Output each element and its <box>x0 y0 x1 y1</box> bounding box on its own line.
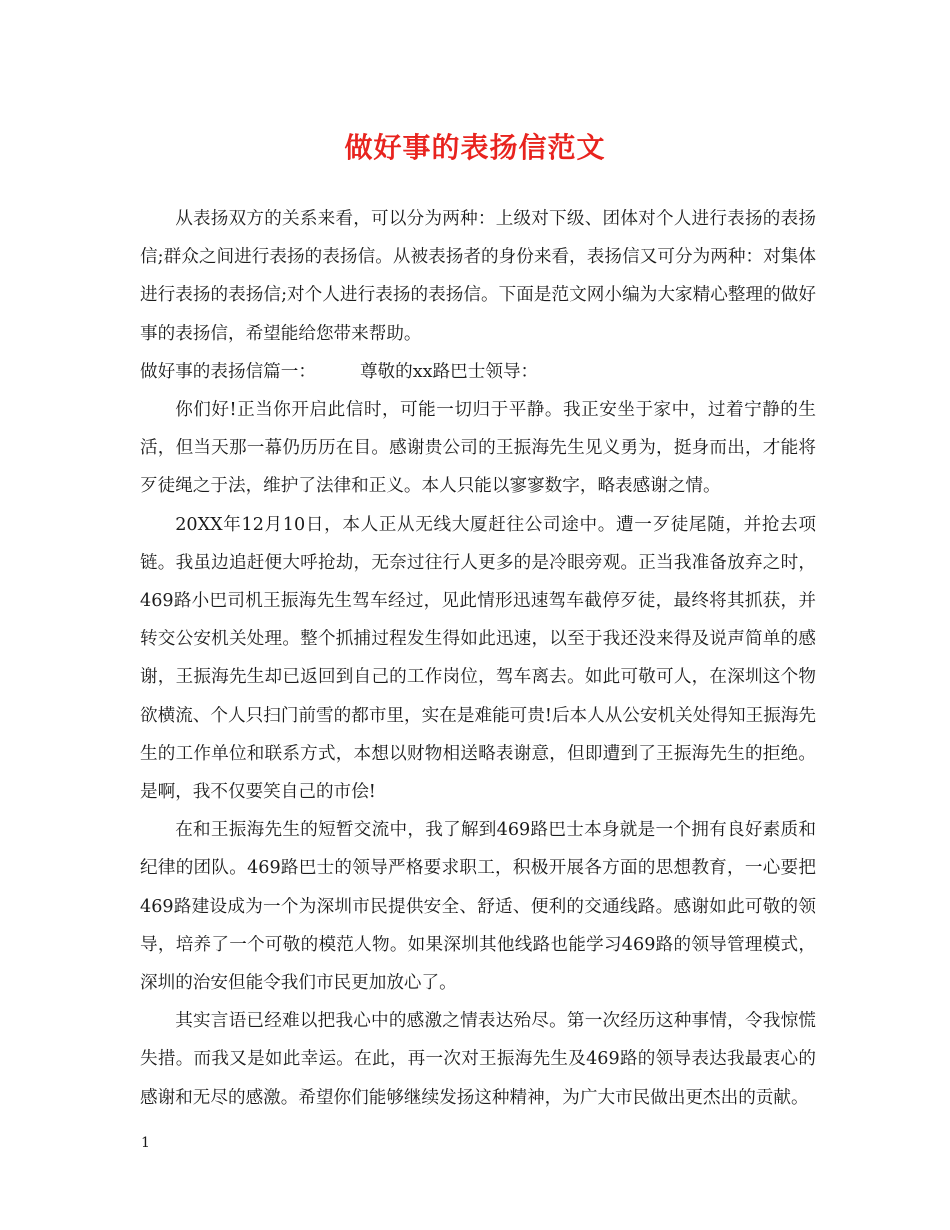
intro-paragraph: 从表扬双方的关系来看，可以分为两种：上级对下级、团体对个人进行表扬的表扬信;群众之间进行表扬的表扬信。从被表扬者的身份来看，表扬信又可分为两种：对集体进行表扬的表扬信;对个人进行表扬的表扬信。下面是范文网小编为大家精心整理的做好事的表扬信，希望能给您带来帮助。 <box>140 209 816 344</box>
body-paragraph-1: 你们好!正当你开启此信时，可能一切归于平静。我正安坐于家中，过着宁静的生活，但当天那一幕仍历历在目。感谢贵公司的王振海先生见义勇为，挺身而出，才能将歹徒绳之于法，维护了法律和正义。本人只能以寥寥数字，略表感谢之情。 <box>140 400 816 497</box>
section-label: 做好事的表扬信篇一： <box>140 361 316 382</box>
body-paragraph-4: 其实言语已经难以把我心中的感激之情表达殆尽。第一次经历这种事情，令我惊慌失措。而我又是如此幸运。在此，再一次对王振海先生及469路的领导表达我最衷心的感谢和无尽的感激。希望你们能够继续发扬这种精神，为广大市民做出更杰出的贡献。 <box>140 1011 816 1108</box>
page-number: 1 <box>141 1135 150 1151</box>
document-title: 做好事的表扬信范文 <box>344 131 606 164</box>
body-paragraph-2: 20XX年12月10日，本人正从无线大厦赶往公司途中。遭一歹徒尾随，并抢去项链。我虽边追赶便大呼抢劫，无奈过往行人更多的是冷眼旁观。正当我准备放弃之时，469路小巴司机王振海先生驾车经过，见此情形迅速驾车截停歹徒，最终将其抓获，并转交公安机关处理。整个抓捕过程发生得如此迅速，以至于我还没来得及说声简单的感谢，王振海先生却已返回到自己的工作岗位，驾车离去。如此可敬可人，在深圳这个物欲横流、个人只扫门前雪的都市里，实在是难能可贵!后本人从公安机关处得知王振海先生的工作单位和联系方式，本想以财物相送略表谢意，但即遭到了王振海先生的拒绝。是啊，我不仅要笑自己的市侩! <box>140 514 816 803</box>
document-body <box>140 200 816 1117</box>
section-heading-line <box>140 353 816 391</box>
salutation: 尊敬的xx路巴士领导： <box>359 361 539 382</box>
body-paragraph-3: 在和王振海先生的短暂交流中，我了解到469路巴士本身就是一个拥有良好素质和纪律的团队。469路巴士的领导严格要求职工，积极开展各方面的思想教育，一心要把469路建设成为一个为深圳市民提供安全、舒适、便利的交通线路。感谢如此可敬的领导，培养了一个可敬的模范人物。如果深圳其他线路也能学习469路的领导管理模式，深圳的治安但能令我们市民更加放心了。 <box>140 820 816 994</box>
